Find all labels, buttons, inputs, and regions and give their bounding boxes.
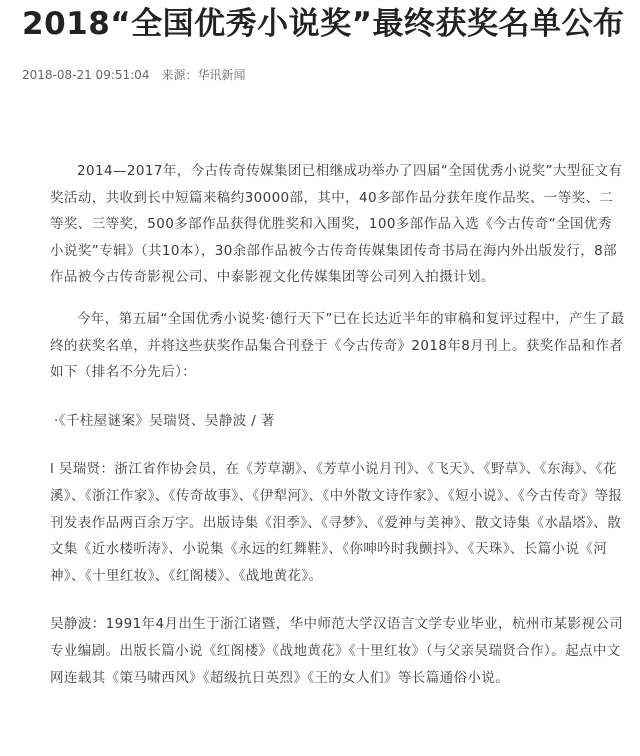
- article-title: 2018“全国优秀小说奖”最终获奖名单公布: [22, 6, 625, 42]
- article-source: 来源：华讯新闻: [161, 68, 246, 82]
- award-work-entry: ·《千柱屋谜案》吴瑞贤、吴静波 / 著: [54, 412, 275, 429]
- article-body: [50, 158, 625, 691]
- publish-datetime: 2018-08-21 09:51:04: [22, 68, 150, 82]
- paragraph-intro: 2014—2017年，今古传奇传媒集团已相继成功举办了四届“全国优秀小说奖”大型征文有奖活动，共收到长中短篇来稿约30000部，其中，40多部作品分获年度作品奖、一等奖、二等奖、三等奖，500多部作品获得优胜奖和入围奖，100多部作品入选《今古传奇“全国优秀小说奖”专辑》（共10本），30余部作品被今古传奇传媒集团传奇书局在海内外出版发行，8部作品被今古传奇影视公司、中泰影视文化传媒集团等公司列入拍摄计划。: [50, 163, 623, 286]
- article-meta: [22, 66, 245, 84]
- author-bio-wu-jingbo: 吴静波：1991年4月出生于浙江诸暨，华中师范大学汉语言文学专业毕业，杭州市某影视公司专业编剧。出版长篇小说《红阁楼》《战地黄花》《十里红妆》（与父亲吴瑞贤合作）。起点中文网连载其《策马啸西风》《超级抗日英烈》《王的女人们》等长篇通俗小说。: [50, 616, 624, 686]
- paragraph-announcement: 今年，第五届“全国优秀小说奖·德行天下”已在长达近半年的审稿和复评过程中，产生了最终的获奖名单，并将这些获奖作品集合刊登于《今古传奇》2018年8月刊上。获奖作品和作者如下（排名不分先后）：: [50, 310, 625, 381]
- author-bio-wu-ruixian: l 吴瑞贤：浙江省作协会员，在《芳草潮》、《芳草小说月刊》、《飞天》、《野草》、《东海》、《花溪》、《浙江作家》、《传奇故事》、《伊犁河》、《中外散文诗作家》、《短小说》、《今古传奇》等报刊发表作品两百余万字。出版诗集《泪季》、《寻梦》、《爱神与美神》、散文诗集《水晶塔》、散文集《近水楼听涛》、小说集《永远的红舞鞋》、《你呻吟时我颤抖》、《天珠》、长篇小说《河神》、《十里红妆》、《红阁楼》、《战地黄花》。: [50, 461, 623, 584]
